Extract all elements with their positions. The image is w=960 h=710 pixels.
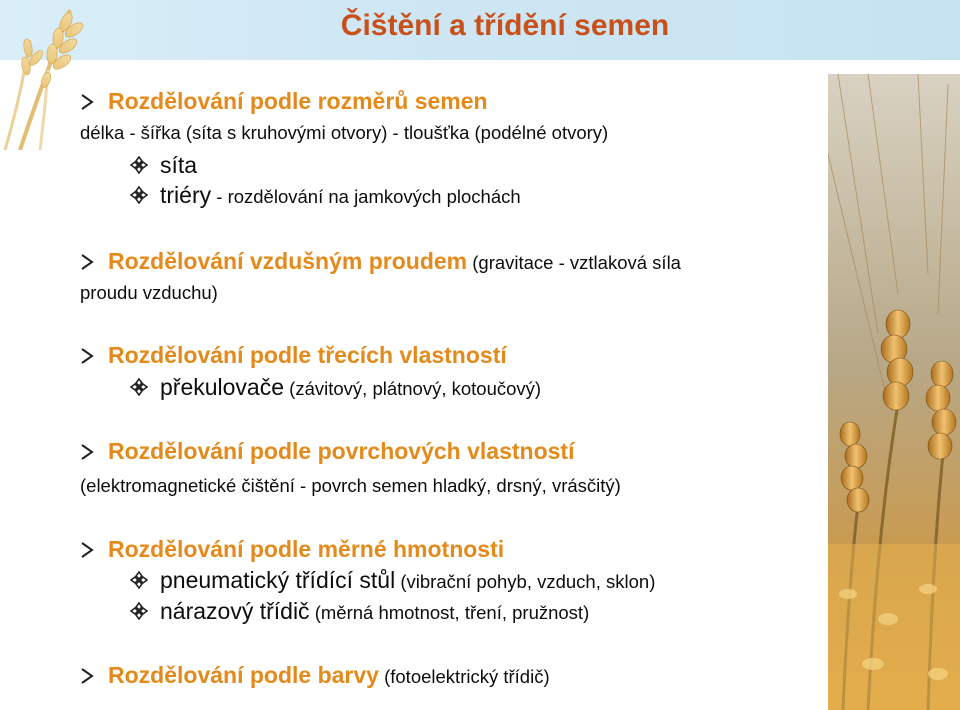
section-1-item-2: triéry - rozdělování na jamkových plochách	[130, 182, 521, 209]
section-5-item-2: nárazový třídič (měrná hmotnost, tření, pružnost)	[130, 598, 589, 625]
arrow-bullet-icon	[80, 541, 94, 559]
section-5-heading: Rozdělování podle měrné hmotnosti	[80, 536, 504, 563]
section-3-item-1: překulovače (závitový, plátnový, kotoučový)	[130, 374, 541, 401]
arrow-bullet-icon	[80, 93, 94, 111]
page-title: Čištění a třídění semen	[340, 9, 670, 42]
diamond-bullet-icon	[130, 602, 148, 620]
diamond-bullet-icon	[130, 186, 148, 204]
diamond-bullet-icon	[130, 571, 148, 589]
section-4-heading: Rozdělování podle povrchových vlastností	[80, 438, 574, 465]
section-2-heading: Rozdělování vzdušným proudem (gravitace - vztlaková síla	[80, 248, 681, 275]
section-4-line: (elektromagnetické čištění - povrch semen hladký, drsný, vrásčitý)	[80, 475, 621, 496]
arrow-bullet-icon	[80, 253, 94, 271]
section-2-line: proudu vzduchu)	[80, 282, 218, 303]
section-1-item-1: síta	[130, 152, 197, 179]
diamond-bullet-icon	[130, 156, 148, 174]
arrow-bullet-icon	[80, 443, 94, 461]
arrow-bullet-icon	[80, 347, 94, 365]
section-1-heading: Rozdělování podle rozměrů semen	[80, 88, 488, 115]
section-6-heading: Rozdělování podle barvy (fotoelektrický třídič)	[80, 662, 550, 689]
section-3-heading: Rozdělování podle třecích vlastností	[80, 342, 507, 369]
wheat-photo	[828, 74, 960, 710]
diamond-bullet-icon	[130, 378, 148, 396]
arrow-bullet-icon	[80, 667, 94, 685]
section-5-item-1: pneumatický třídící stůl (vibrační pohyb, vzduch, sklon)	[130, 567, 655, 594]
section-1-line: délka - šířka (síta s kruhovými otvory) - tloušťka (podélné otvory)	[80, 122, 609, 143]
